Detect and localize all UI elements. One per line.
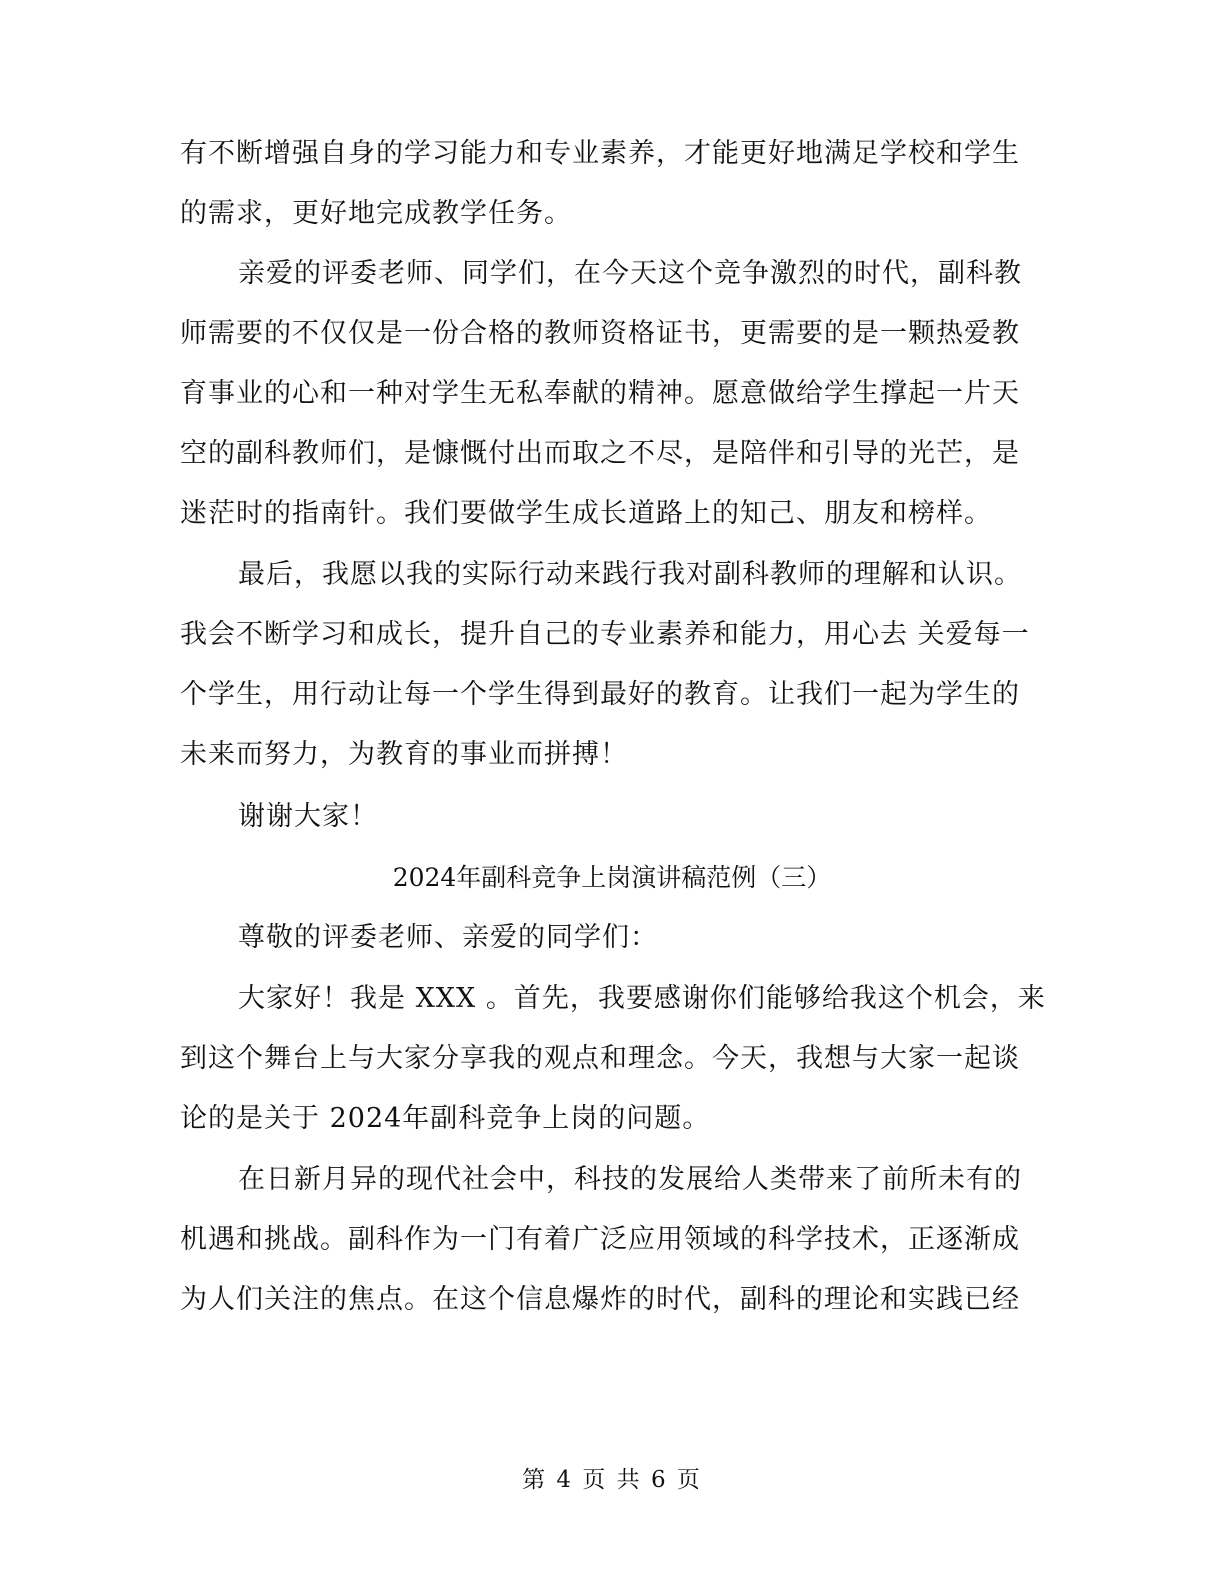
text-line: 未来而努力，为教育的事业而拼搏！ [180, 739, 628, 770]
text-line: 迷茫时的指南针。我们要做学生成长道路上的知己、朋友和榜样。 [180, 498, 992, 529]
paragraph-first-line: 在日新月异的现代社会中，科技的发展给人类带来了前所未有的 [238, 1164, 1022, 1195]
closing-line: 谢谢大家！ [238, 801, 378, 832]
text-line: 到这个舞台上与大家分享我的观点和理念。今天，我想与大家一起谈 [180, 1043, 1020, 1074]
section-title: 2024年副科竞争上岗演讲稿范例（三） [392, 863, 832, 892]
text-line: 为人们关注的焦点。在这个信息爆炸的时代，副科的理论和实践已经 [180, 1284, 1020, 1315]
text-line: 机遇和挑战。副科作为一门有着广泛应用领域的科学技术，正逐渐成 [180, 1224, 1020, 1255]
text-line: 育事业的心和一种对学生无私奉献的精神。愿意做给学生撑起一片天 [180, 378, 1020, 409]
page-number-footer: 第 4 页 共 6 页 [522, 1467, 702, 1493]
text-line: 个学生，用行动让每一个学生得到最好的教育。让我们一起为学生的 [180, 679, 1020, 710]
text-line: 论的是关于 2024年副科竞争上岗的问题。 [180, 1103, 711, 1134]
text-line: 我会不断学习和成长，提升自己的专业素养和能力，用心去 关爱每一 [180, 619, 1030, 650]
paragraph-first-line: 大家好！我是 XXX 。首先，我要感谢你们能够给我这个机会，来 [238, 983, 1046, 1014]
paragraph-first-line: 最后，我愿以我的实际行动来践行我对副科教师的理解和认识。 [238, 559, 1022, 590]
text-line: 的需求，更好地完成教学任务。 [180, 198, 572, 229]
paragraph-first-line: 亲爱的评委老师、同学们，在今天这个竞争激烈的时代，副科教 [238, 258, 1022, 289]
text-line: 空的副科教师们，是慷慨付出而取之不尽，是陪伴和引导的光芒，是 [180, 438, 1020, 469]
text-line: 有不断增强自身的学习能力和专业素养，才能更好地满足学校和学生 [180, 138, 1020, 169]
text-line: 师需要的不仅仅是一份合格的教师资格证书，更需要的是一颗热爱教 [180, 318, 1020, 349]
salutation: 尊敬的评委老师、亲爱的同学们： [238, 922, 658, 953]
